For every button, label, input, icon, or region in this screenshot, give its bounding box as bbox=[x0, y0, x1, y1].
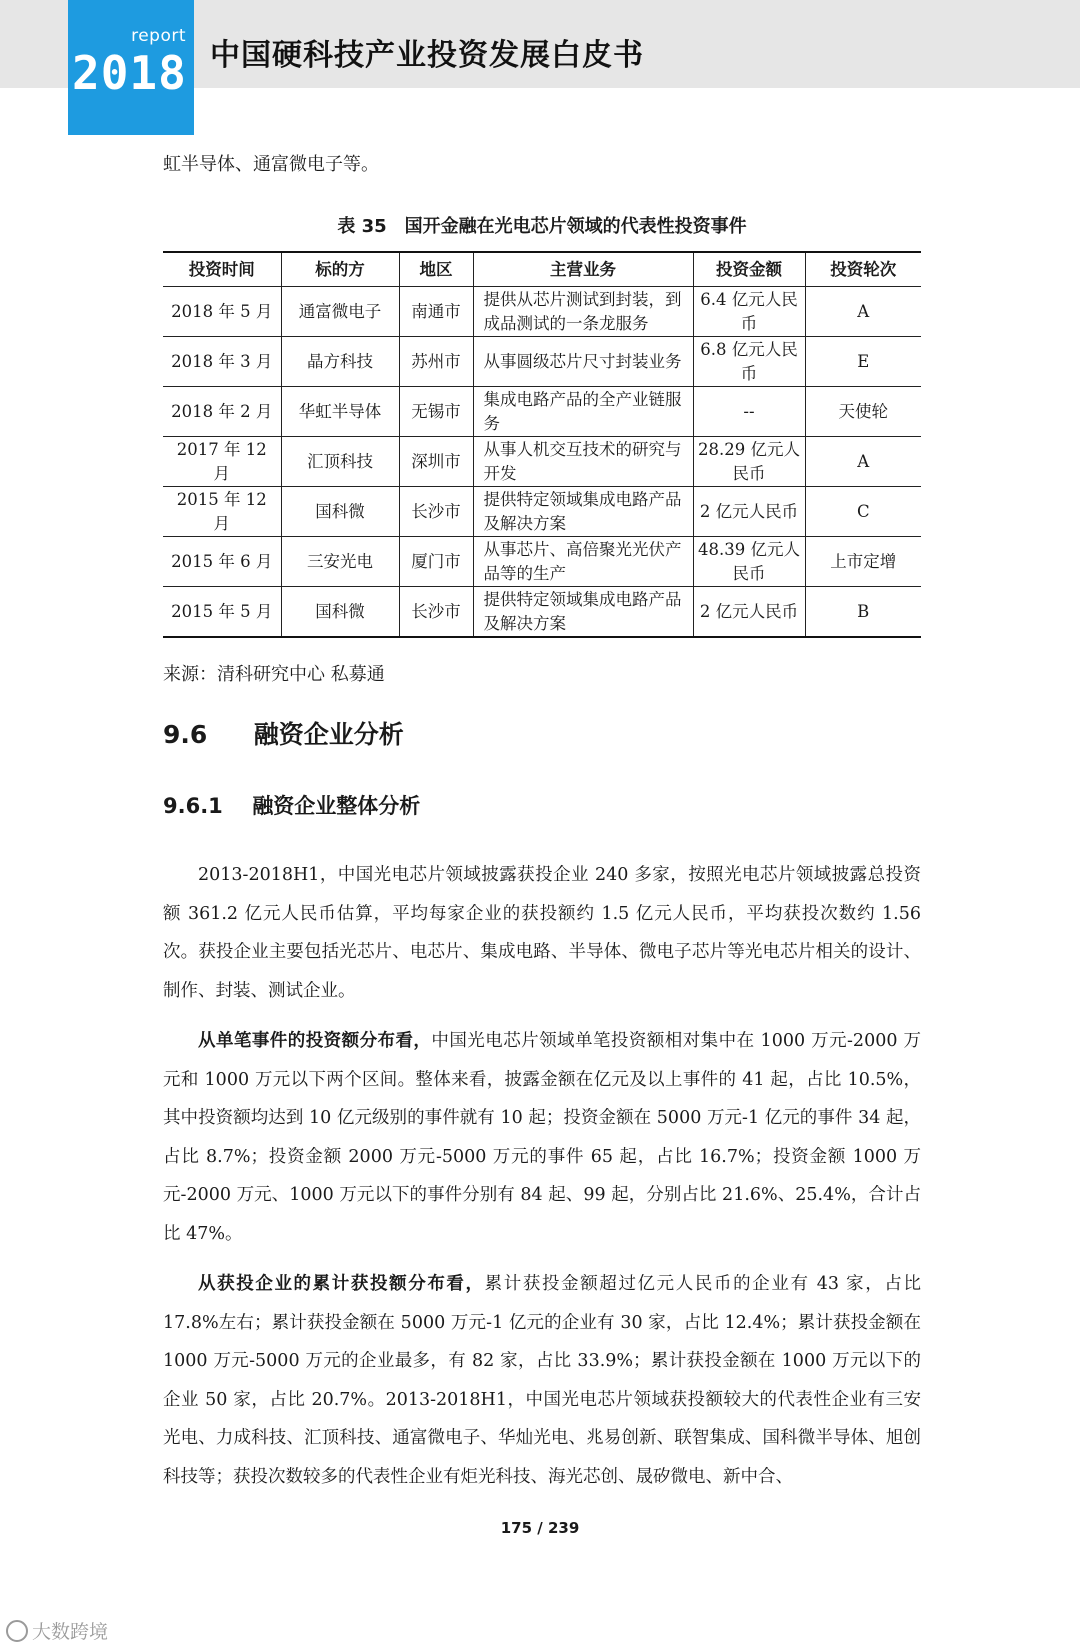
table-row bbox=[163, 287, 921, 337]
cell-company: 通富微电子 bbox=[281, 287, 399, 337]
cell-business: 提供特定领域集成电路产品及解决方案 bbox=[473, 487, 693, 537]
paragraph-overview: 2013-2018H1，中国光电芯片领域披露获投企业 240 多家，按照光电芯片领域披露总投资额 361.2 亿元人民币估算，平均每家企业的获投额约 1.5 亿元人民币，平均获投次数约 1.56 次。获投企业主要包括光芯片、电芯片、集成电路、半导体、微电子芯片等光电芯片相关的设计、制作、封装、测试企业。 bbox=[163, 865, 921, 1001]
logo-report-text: report bbox=[131, 26, 186, 46]
header-cell: 标的方 bbox=[281, 252, 399, 287]
cell-region: 长沙市 bbox=[399, 587, 473, 638]
subsection-heading bbox=[163, 790, 420, 820]
header-cell: 主营业务 bbox=[473, 252, 693, 287]
table-row bbox=[163, 387, 921, 437]
page-number: 175 / 239 bbox=[500, 1519, 580, 1537]
table-caption: 表 35 国开金融在光电芯片领域的代表性投资事件 bbox=[337, 216, 747, 237]
header-cell: 投资轮次 bbox=[805, 252, 921, 287]
cell-round: A bbox=[805, 287, 921, 337]
table-row bbox=[163, 487, 921, 537]
table-source-note: 来源：清科研究中心 私募通 bbox=[163, 664, 385, 685]
cell-business: 从事人机交互技术的研究与开发 bbox=[473, 437, 693, 487]
header-cell: 地区 bbox=[399, 252, 473, 287]
paragraph-single-deal-distribution bbox=[163, 1022, 921, 1253]
cell-date: 2018 年 2 月 bbox=[163, 387, 281, 437]
subsection-number: 9.6.1 bbox=[163, 794, 223, 818]
cell-round: E bbox=[805, 337, 921, 387]
watermark-text: 大数跨境 bbox=[32, 1621, 109, 1643]
cell-date: 2017 年 12 月 bbox=[163, 437, 281, 487]
section-title: 融资企业分析 bbox=[253, 720, 404, 749]
cell-business: 从事圆级芯片尺寸封装业务 bbox=[473, 337, 693, 387]
logo-year-text: 2018 bbox=[72, 46, 187, 100]
cell-round: A bbox=[805, 437, 921, 487]
cell-date: 2018 年 5 月 bbox=[163, 287, 281, 337]
investment-table bbox=[163, 251, 921, 638]
section-number: 9.6 bbox=[163, 720, 208, 749]
cell-region: 深圳市 bbox=[399, 437, 473, 487]
table-row bbox=[163, 337, 921, 387]
paragraph-body: 累计获投金额超过亿元人民币的企业有 43 家，占比 17.8%左右；累计获投金额在 5000 万元-1 亿元的企业有 30 家，占比 12.4%；累计获投金额在 1000 万元-5000 万元的企业最多，有 82 家，占比 33.9%；累计获投金额在 1000 万元以下的企业 50 家，占比 20.7%。2013-2018H1，中国光电芯片领域获投额较大的代表性企业有三安光电、力成科技、汇顶科技、通富微电子、华灿光电、兆易创新、联智集成、国科微半导体、旭创科技等；获投次数较多的代表性企业有炬光科技、海光芯创、晟矽微电、新中合、 bbox=[163, 1274, 921, 1487]
cell-company: 国科微 bbox=[281, 587, 399, 638]
section-heading bbox=[163, 715, 404, 751]
cell-region: 苏州市 bbox=[399, 337, 473, 387]
cell-date: 2018 年 3 月 bbox=[163, 337, 281, 387]
cell-round: B bbox=[805, 587, 921, 638]
cell-amount: 2 亿元人民币 bbox=[693, 587, 805, 638]
cell-amount: -- bbox=[693, 387, 805, 437]
document-title: 中国硬科技产业投资发展白皮书 bbox=[210, 38, 644, 73]
paragraph-lead: 从获投企业的累计获投额分布看， bbox=[198, 1274, 485, 1294]
watermark-icon bbox=[6, 1620, 28, 1642]
cell-region: 无锡市 bbox=[399, 387, 473, 437]
cell-business: 提供特定领域集成电路产品及解决方案 bbox=[473, 587, 693, 638]
cell-round: 天使轮 bbox=[805, 387, 921, 437]
table-row bbox=[163, 537, 921, 587]
paragraph-body: 中国光电芯片领域单笔投资额相对集中在 1000 万元-2000 万元和 1000 万元以下两个区间。整体来看，披露金额在亿元及以上事件的 41 起，占比 10.5%，其中投资额均达到 10 亿元级别的事件就有 10 起；投资金额在 5000 万元-1 亿元的事件 34 起，占比 8.7%；投资金额 2000 万元-5000 万元的事件 65 起，占比 16.7%；投资金额 1000 万元-2000 万元、1000 万元以下的事件分别有 84 起、99 起，分别占比 21.6%、25.4%，合计占比 47%。 bbox=[163, 1031, 921, 1244]
cell-region: 南通市 bbox=[399, 287, 473, 337]
cell-amount: 48.39 亿元人民币 bbox=[693, 537, 805, 587]
subsection-title: 融资企业整体分析 bbox=[252, 794, 421, 818]
report-logo bbox=[68, 0, 194, 135]
cell-amount: 6.4 亿元人民币 bbox=[693, 287, 805, 337]
cell-amount: 6.8 亿元人民币 bbox=[693, 337, 805, 387]
cell-date: 2015 年 12 月 bbox=[163, 487, 281, 537]
cell-round: 上市定增 bbox=[805, 537, 921, 587]
table-row bbox=[163, 587, 921, 638]
cell-amount: 28.29 亿元人民币 bbox=[693, 437, 805, 487]
cell-business: 从事芯片、高倍聚光光伏产品等的生产 bbox=[473, 537, 693, 587]
watermark bbox=[6, 1617, 108, 1644]
cell-date: 2015 年 6 月 bbox=[163, 537, 281, 587]
cell-business: 集成电路产品的全产业链服务 bbox=[473, 387, 693, 437]
cell-round: C bbox=[805, 487, 921, 537]
cell-amount: 2 亿元人民币 bbox=[693, 487, 805, 537]
header-cell: 投资时间 bbox=[163, 252, 281, 287]
header-cell: 投资金额 bbox=[693, 252, 805, 287]
paragraph-lead: 从单笔事件的投资额分布看， bbox=[198, 1031, 432, 1051]
cell-region: 厦门市 bbox=[399, 537, 473, 587]
carryover-text: 虹半导体、通富微电子等。 bbox=[163, 154, 379, 175]
cell-company: 华虹半导体 bbox=[281, 387, 399, 437]
cell-company: 晶方科技 bbox=[281, 337, 399, 387]
cell-region: 长沙市 bbox=[399, 487, 473, 537]
cell-company: 汇顶科技 bbox=[281, 437, 399, 487]
cell-date: 2015 年 5 月 bbox=[163, 587, 281, 638]
table-header-row bbox=[163, 252, 921, 287]
cell-company: 国科微 bbox=[281, 487, 399, 537]
cell-business: 提供从芯片测试到封装，到成品测试的一条龙服务 bbox=[473, 287, 693, 337]
table-row bbox=[163, 437, 921, 487]
paragraph-cumulative-distribution bbox=[163, 1265, 921, 1496]
cell-company: 三安光电 bbox=[281, 537, 399, 587]
